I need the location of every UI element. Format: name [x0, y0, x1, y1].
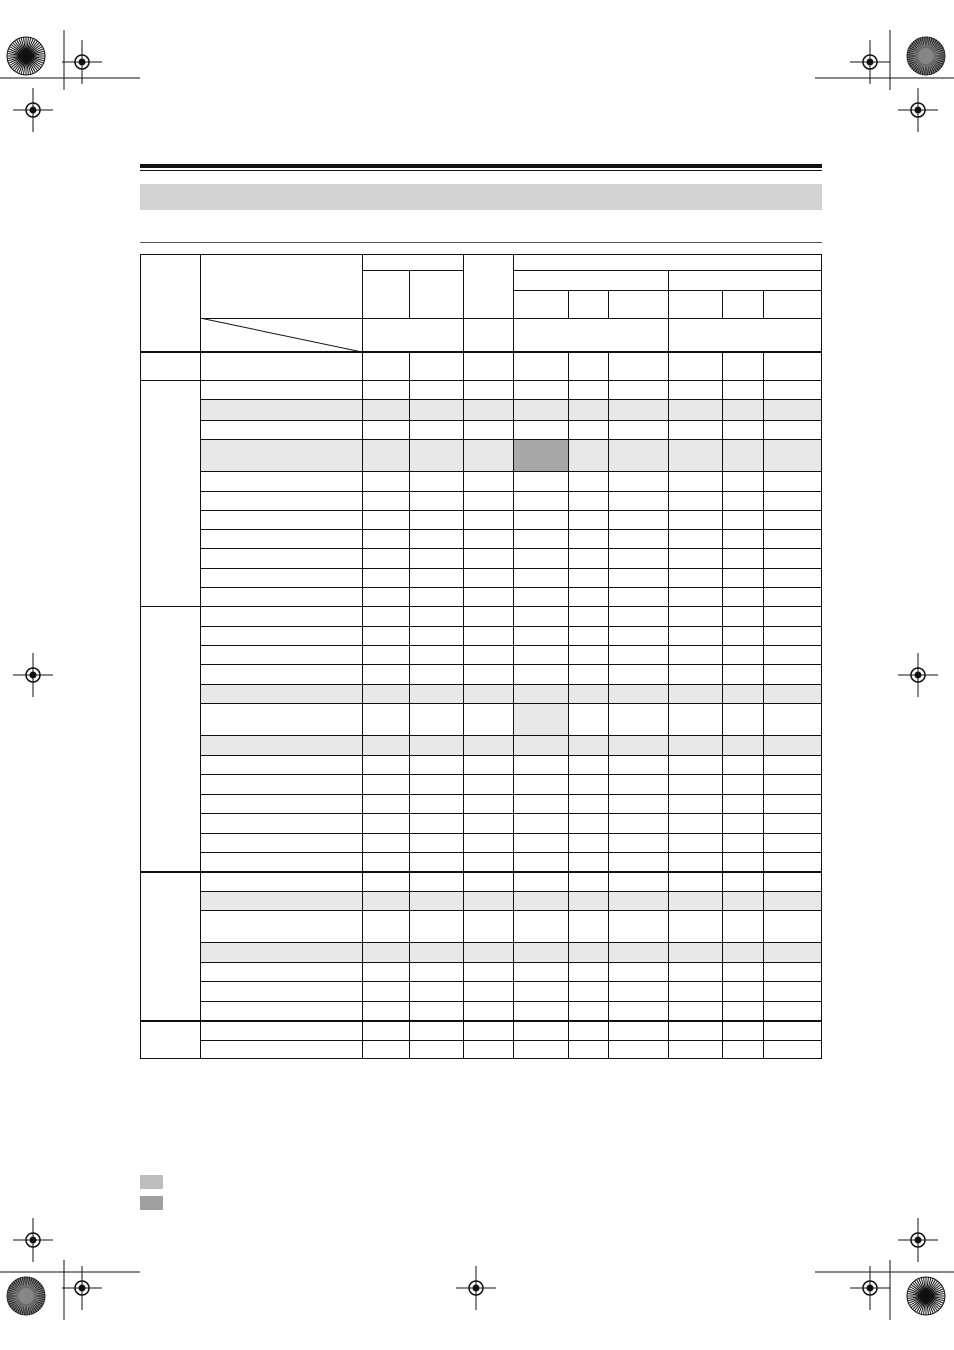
- registration-target-icon: [850, 1266, 890, 1310]
- registration-target-icon: [13, 88, 53, 132]
- color-wheel-icon: [7, 1277, 45, 1315]
- registration-target-icon: [456, 1266, 496, 1310]
- registration-target-icon: [898, 1218, 938, 1262]
- color-wheel-icon: [7, 37, 45, 75]
- registration-target-icon: [898, 653, 938, 697]
- registration-target-icon: [62, 40, 102, 84]
- registration-target-icon: [898, 88, 938, 132]
- color-wheel-icon: [907, 1277, 945, 1315]
- registration-target-icon: [13, 653, 53, 697]
- registration-target-icon: [850, 40, 890, 84]
- registration-target-icon: [62, 1266, 102, 1310]
- registration-target-icon: [13, 1218, 53, 1262]
- color-wheel-icon: [907, 37, 945, 75]
